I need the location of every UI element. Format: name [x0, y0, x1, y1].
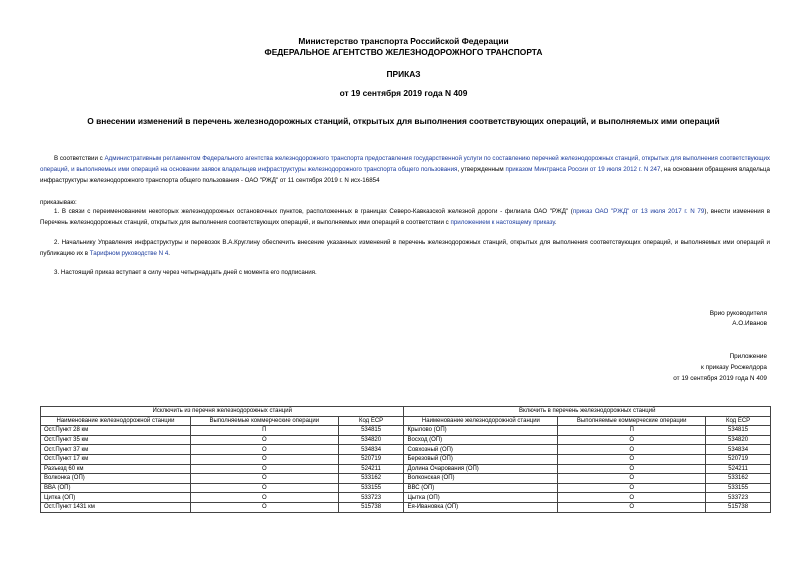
tariff-guide-link[interactable]: Тарифном руководстве N 4 [89, 249, 169, 257]
signature-name: А.О.Иванов [732, 320, 767, 327]
esr-code-cell: 524211 [338, 464, 404, 474]
item2-text-b: . [168, 249, 171, 257]
esr-code-cell: 534834 [338, 445, 404, 455]
operations-cell: О [558, 493, 706, 503]
group-header-include: Включить в перечень железнодорожных станций [404, 407, 771, 417]
signature-position: Врио руководителя [709, 310, 767, 317]
station-name-cell: Березовый (ОП) [404, 454, 558, 464]
operations-cell: О [558, 435, 706, 445]
paragraph-order-word: приказываю: [40, 199, 77, 206]
item1-text-b: ), внести изменения в Перечень железнодорожных станций, открытых для выполнения соответствующих операций, и выполняемых ими операций в соответствии с [40, 208, 770, 226]
preamble-text-c: , на основании обращения владельца инфраструктуры железнодорожного транспорта общего пользования - ОАО "РЖД" от 11 сентября 2019 г. N исх-16854 [40, 165, 770, 184]
document-type: ПРИКАЗ [386, 69, 421, 79]
operations-cell: О [558, 474, 706, 484]
esr-code-cell: 533723 [338, 493, 404, 503]
station-name-cell: Ост.Пункт 28 км [41, 426, 191, 436]
station-name-cell: Совхозный (ОП) [404, 445, 558, 455]
operations-cell: О [190, 464, 338, 474]
station-name-cell: Ея-Ивановка (ОП) [404, 502, 558, 512]
table-row [41, 464, 771, 474]
ministry-name: Министерство транспорта Российской Федерации [298, 36, 509, 46]
col-header-code: Код ЕСР [706, 416, 771, 426]
esr-code-cell: 534820 [338, 435, 404, 445]
operations-cell: О [190, 502, 338, 512]
document-title: О внесении изменений в перечень железнодорожных станций, открытых для выполнения соответствующих операций, и выполняемых ими операций [87, 116, 720, 126]
operations-cell: П [190, 426, 338, 436]
station-name-cell: Долина Очарования (ОП) [404, 464, 558, 474]
station-name-cell: Ост.Пункт 17 км [41, 454, 191, 464]
appendix-header [673, 351, 767, 384]
appendix-link[interactable]: приложением к настоящему приказу [450, 218, 555, 226]
col-header-name: Наименование железнодорожной станции [404, 416, 558, 426]
esr-code-cell: 533155 [706, 483, 771, 493]
item1-text-c: . [554, 218, 557, 226]
esr-code-cell: 520719 [706, 454, 771, 464]
document-date: от 19 сентября 2019 года N 409 [339, 88, 468, 98]
esr-code-cell: 533162 [338, 474, 404, 484]
table-row [41, 502, 771, 512]
station-name-cell: Ост.Пункт 1431 км [41, 502, 191, 512]
esr-code-cell: 524211 [706, 464, 771, 474]
item2-text-a: 2. Начальнику Управления инфраструктуры и перевозок В.А.Круглину обеспечить внесение указанных изменений в перечень железнодорожных станций, открытых для выполнения соответствующих операций, и выполняемых ими операций и публикацию их в [40, 239, 770, 257]
preamble-text-b: , утвержденным [457, 165, 506, 173]
operations-cell: О [190, 445, 338, 455]
esr-code-cell: 534820 [706, 435, 771, 445]
table-row [41, 445, 771, 455]
col-header-code: Код ЕСР [338, 416, 404, 426]
table-row [41, 454, 771, 464]
station-name-cell: Ост.Пункт 37 км [41, 445, 191, 455]
operations-cell: О [558, 483, 706, 493]
esr-code-cell: 534834 [706, 445, 771, 455]
table-body [41, 426, 771, 512]
regulation-link[interactable]: Административным регламентом Федерального агентства железнодорожного транспорта предоставления государственной услуги по составлению перечней железнодорожных станций, открытых для выполнения соответствующих операций, и выполняемых ими операций на основании заявок владельцев инфраструктуры железнодорожного транспорта общего пользования [40, 155, 771, 173]
paragraph-item-2 [40, 238, 770, 260]
paragraph-item-3: 3. Настоящий приказ вступает в силу через четырнадцать дней с момента его подписания. [54, 269, 317, 276]
table-row [41, 435, 771, 445]
esr-code-cell: 534815 [706, 426, 771, 436]
station-name-cell: ВВС (ОП) [404, 483, 558, 493]
operations-cell: О [558, 502, 706, 512]
esr-code-cell: 520719 [338, 454, 404, 464]
mintrans-order-link[interactable]: приказом Минтранса России от 19 июля 2012 г. N 247 [505, 165, 661, 173]
appendix-line-3: от 19 сентября 2019 года N 409 [673, 375, 767, 382]
col-header-ops: Выполняемые коммерческие операции [558, 416, 706, 426]
operations-cell: О [558, 464, 706, 474]
station-name-cell: ВВА (ОП) [41, 483, 191, 493]
esr-code-cell: 533155 [338, 483, 404, 493]
station-name-cell: Цытка (ОП) [404, 493, 558, 503]
operations-cell: О [190, 435, 338, 445]
table-row [41, 426, 771, 436]
paragraph-preamble [40, 154, 770, 186]
operations-cell: О [558, 445, 706, 455]
table-row [41, 483, 771, 493]
operations-cell: О [558, 454, 706, 464]
esr-code-cell: 515738 [706, 502, 771, 512]
operations-cell: О [190, 474, 338, 484]
col-header-name: Наименование железнодорожной станции [41, 416, 191, 426]
agency-name: ФЕДЕРАЛЬНОЕ АГЕНТСТВО ЖЕЛЕЗНОДОРОЖНОГО ТРАНСПОРТА [264, 47, 543, 57]
station-name-cell: Волконская (ОП) [404, 474, 558, 484]
col-header-ops: Выполняемые коммерческие операции [190, 416, 338, 426]
preamble-text-a: В соответствии с [54, 155, 105, 162]
esr-code-cell: 533162 [706, 474, 771, 484]
operations-cell: О [190, 483, 338, 493]
station-name-cell: Разъезд 60 км [41, 464, 191, 474]
station-name-cell: Ост.Пункт 35 км [41, 435, 191, 445]
operations-cell: О [190, 454, 338, 464]
station-name-cell: Волконка (ОП) [41, 474, 191, 484]
operations-cell: О [190, 493, 338, 503]
esr-code-cell: 534815 [338, 426, 404, 436]
appendix-line-1: Приложение [729, 353, 767, 360]
table-row [41, 493, 771, 503]
esr-code-cell: 515738 [338, 502, 404, 512]
paragraph-item-1 [40, 207, 770, 229]
station-name-cell: Крылово (ОП) [404, 426, 558, 436]
esr-code-cell: 533723 [706, 493, 771, 503]
table-row [41, 474, 771, 484]
operations-cell: П [558, 426, 706, 436]
station-name-cell: Цитка (ОП) [41, 493, 191, 503]
item1-text-a: 1. В связи с переименованием некоторых железнодорожных остановочных пунктов, расположенных в границах Северо-Кавказской железной дороги - филиала ОАО "РЖД" ( [54, 208, 573, 215]
rzd-order-link[interactable]: приказ ОАО "РЖД" от 13 июля 2017 г. N 79 [572, 208, 705, 215]
station-name-cell: Восход (ОП) [404, 435, 558, 445]
stations-table [40, 406, 771, 513]
appendix-line-2: к приказу Росжелдора [701, 364, 767, 371]
group-header-exclude: Исключить из перечня железнодорожных станций [41, 407, 404, 417]
